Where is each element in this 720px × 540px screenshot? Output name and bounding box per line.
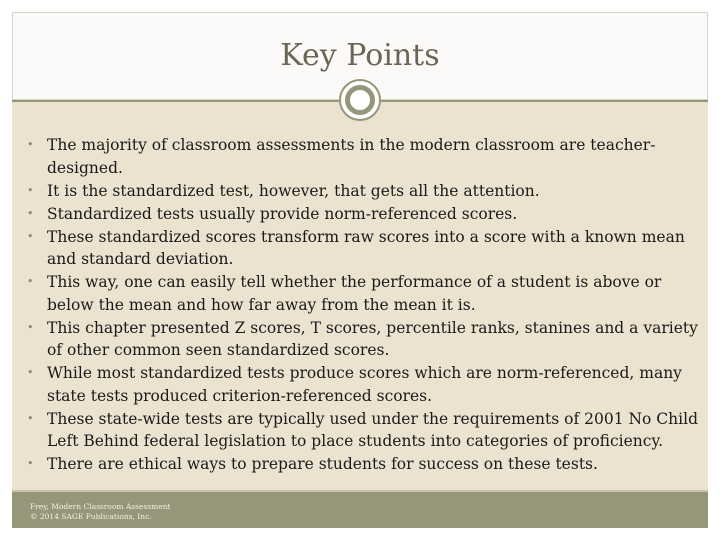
ring-ornament-icon: [339, 79, 381, 121]
list-item-text: This chapter presented Z scores, T scores, percentile ranks, stanines and a variety of other common seen standardized scores.: [47, 318, 698, 359]
list-item-text: There are ethical ways to prepare students for success on these tests.: [47, 455, 598, 473]
list-item-text: It is the standardized test, however, that gets all the attention.: [47, 181, 540, 200]
list-item: [24, 203, 704, 226]
list-item-text: While most standardized tests produce scores which are norm-referenced, many state tests produced criterion-referenced scores.: [47, 364, 682, 405]
bullet-icon: •: [27, 229, 34, 243]
bullet-icon: •: [27, 320, 34, 334]
list-item-text: This way, one can easily tell whether the performance of a student is above or below the mean and how far away from the mean it is.: [47, 273, 662, 314]
list-item-text: These standardized scores transform raw scores into a score with a known mean and standard deviation.: [47, 227, 685, 268]
footer-credit: [30, 502, 171, 522]
footer-copyright-line: © 2014 SAGE Publications, Inc.: [30, 512, 152, 521]
key-points-list: [24, 134, 704, 476]
list-item: [24, 453, 704, 476]
list-item: [24, 362, 704, 407]
bullet-icon: •: [27, 366, 34, 379]
bullet-icon: •: [27, 183, 34, 197]
list-item: [24, 226, 704, 271]
bullet-icon: •: [27, 411, 34, 425]
bullet-icon: •: [27, 138, 34, 151]
footer-credit-line: Frey, Modern Classroom Assessment: [30, 502, 171, 511]
list-item-text: Standardized tests usually provide norm-referenced scores.: [47, 204, 518, 223]
slide-title: Key Points: [280, 38, 440, 73]
list-item: [24, 134, 704, 179]
list-item: [24, 271, 704, 316]
bullet-icon: •: [27, 457, 34, 470]
bullet-icon: •: [27, 206, 34, 220]
bullet-icon: •: [27, 275, 34, 288]
ring-ornament-inner: [345, 85, 375, 115]
list-item: [24, 317, 704, 362]
list-item: [24, 180, 704, 203]
list-item-text: These state-wide tests are typically used under the requirements of 2001 No Child Left Behind federal legislation to place students into categories of proficiency.: [47, 409, 698, 450]
list-item-text: The majority of classroom assessments in the modern classroom are teacher-designed.: [47, 136, 656, 177]
list-item: [24, 408, 704, 453]
